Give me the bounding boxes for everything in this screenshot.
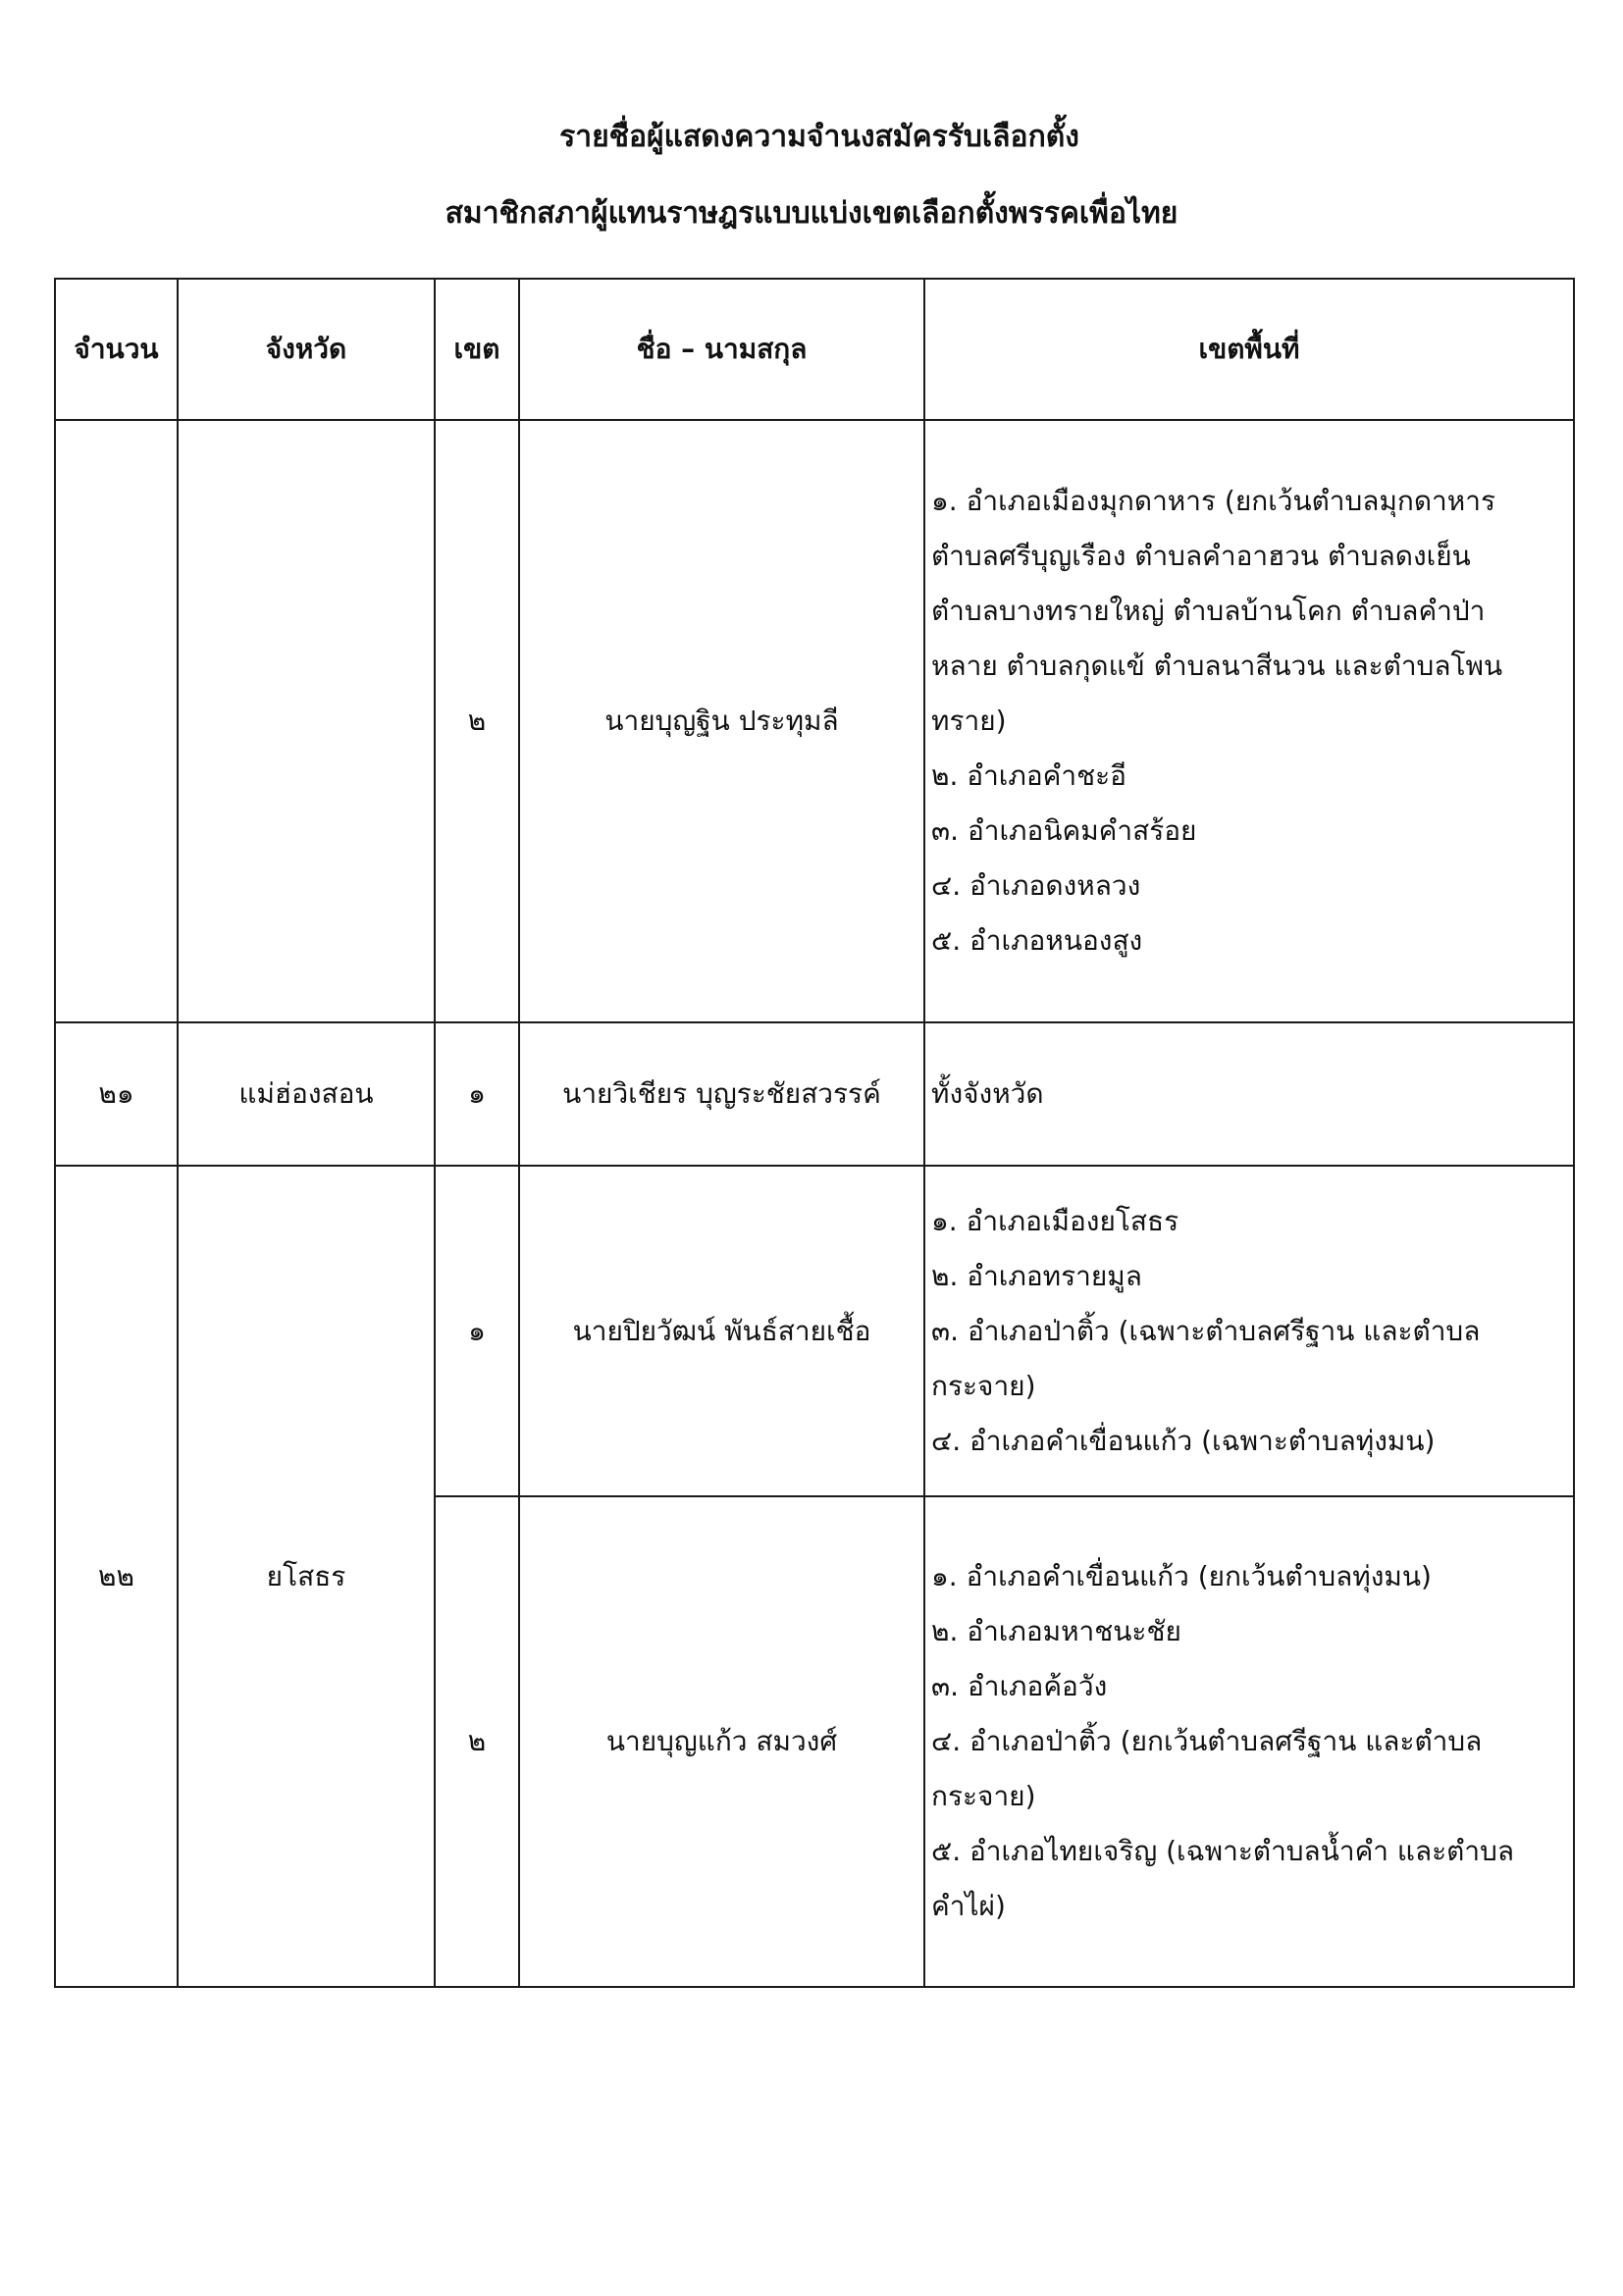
area-line: ๒. อำเภอคำชะอี: [931, 759, 1126, 792]
cell-number: [55, 420, 178, 1022]
cell-province: [178, 420, 435, 1022]
area-line: ๑. อำเภอเมืองยโสธร: [931, 1204, 1179, 1237]
table-row: [55, 1166, 1574, 1496]
cell-area: [924, 1166, 1574, 1496]
cell-name: นายวิเชียร บุญระชัยสวรรค์: [519, 1022, 924, 1166]
cell-province: แม่ฮ่องสอน: [178, 1022, 435, 1166]
header-province: จังหวัด: [178, 279, 435, 420]
header-name: ชื่อ – นามสกุล: [519, 279, 924, 420]
cell-name: นายบุญฐิน ประทุมลี: [519, 420, 924, 1022]
area-line: ๔. อำเภอป่าติ้ว (ยกเว้นตำบลศรีฐาน และตำบล: [931, 1725, 1483, 1757]
cell-name: นายบุญแก้ว สมวงศ์: [519, 1496, 924, 1987]
cell-area: [924, 420, 1574, 1022]
area-list: [931, 1194, 1555, 1469]
header-area: เขตพื้นที่: [924, 279, 1574, 420]
area-line: ๒. อำเภอทรายมูล: [931, 1259, 1142, 1292]
header-number: จำนวน: [55, 279, 178, 420]
area-line: ๒. อำเภอมหาชนะชัย: [931, 1615, 1181, 1647]
area-line: ๓. อำเภอป่าติ้ว (เฉพาะตำบลศรีฐาน และตำบล: [931, 1314, 1481, 1347]
area-line: คำไผ่): [931, 1890, 1006, 1922]
area-line: ๕. อำเภอหนองสูง: [931, 924, 1143, 957]
area-line: กระจาย): [931, 1780, 1036, 1812]
document-title-line-2: สมาชิกสภาผู้แทนราษฎรแบบแบ่งเขตเลือกตั้งพรรคเพื่อไทย: [445, 196, 1178, 231]
area-list: [931, 474, 1555, 968]
area-line: ๔. อำเภอคำเขื่อนแก้ว (เฉพาะตำบลทุ่งมน): [931, 1424, 1436, 1457]
area-line: ๔. อำเภอดงหลวง: [931, 869, 1141, 902]
table-header-row: [55, 279, 1574, 420]
table-row: [55, 420, 1574, 1022]
area-list: [931, 1549, 1555, 1934]
area-line: ๓. อำเภอค้อวัง: [931, 1670, 1108, 1702]
cell-district: ๒: [435, 1496, 519, 1987]
area-line: ตำบลบางทรายใหญ่ ตำบลบ้านโคก ตำบลคำป่า: [931, 595, 1486, 627]
cell-name: นายปิยวัฒน์ พันธ์สายเชื้อ: [519, 1166, 924, 1496]
cell-district: ๒: [435, 420, 519, 1022]
cell-number: ๒๑: [55, 1022, 178, 1166]
table-row: [55, 1022, 1574, 1166]
area-line: ๓. อำเภอนิคมคำสร้อย: [931, 814, 1197, 847]
area-line: ทั้งจังหวัด: [931, 1077, 1044, 1110]
area-line: ๑. อำเภอคำเขื่อนแก้ว (ยกเว้นตำบลทุ่งมน): [931, 1560, 1432, 1592]
area-line: ตำบลศรีบุญเรือง ตำบลคำอาฮวน ตำบลดงเย็น: [931, 540, 1471, 572]
cell-district: ๑: [435, 1166, 519, 1496]
cell-district: ๑: [435, 1022, 519, 1166]
area-line: หลาย ตำบลกุดแข้ ตำบลนาสีนวน และตำบลโพน: [931, 650, 1503, 682]
area-line: ๑. อำเภอเมืองมุกดาหาร (ยกเว้นตำบลมุกดาหาร: [931, 485, 1495, 517]
area-list: [931, 1067, 1555, 1122]
cell-area: [924, 1496, 1574, 1987]
document-title-line-1: รายชื่อผู้แสดงความจำนงสมัครรับเลือกตั้ง: [559, 120, 1079, 154]
cell-province: ยโสธร: [178, 1166, 435, 1987]
area-line: ทราย): [931, 704, 1007, 737]
cell-area: [924, 1022, 1574, 1166]
candidates-table: [54, 278, 1575, 1988]
cell-number: ๒๒: [55, 1166, 178, 1987]
area-line: กระจาย): [931, 1369, 1036, 1402]
area-line: ๕. อำเภอไทยเจริญ (เฉพาะตำบลน้ำคำ และตำบล: [931, 1835, 1515, 1867]
header-district: เขต: [435, 279, 519, 420]
